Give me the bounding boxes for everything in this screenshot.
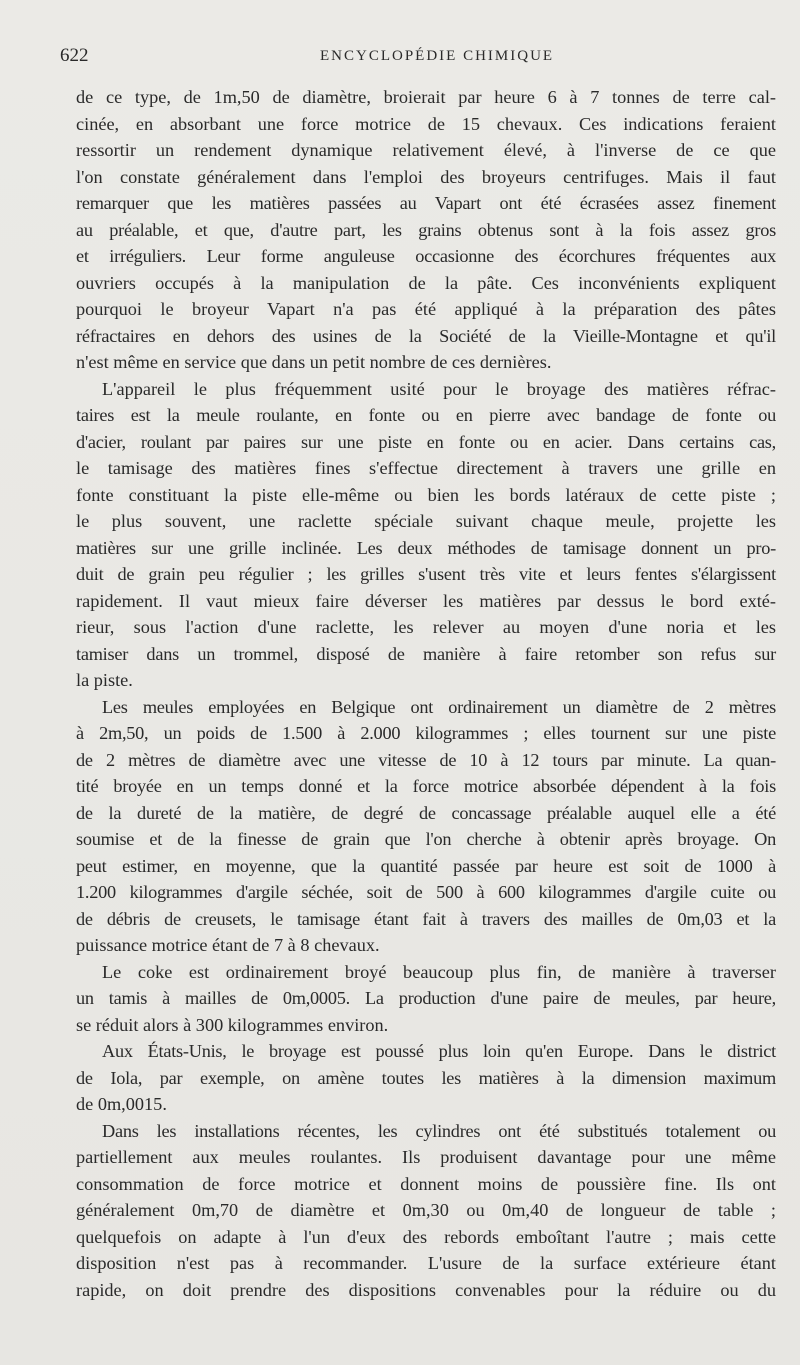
text-line: Aux États-Unis, le broyage est poussé plus loin qu'en Europe. Dans le district — [102, 1041, 776, 1061]
text-line: disposition n'est pas à recommander. L'usure de la surface extérieure étant — [76, 1253, 776, 1273]
text-line: tité broyée en un temps donné et la force motrice absorbée dépendent à la fois — [76, 776, 776, 796]
text-line: l'on constate généralement dans l'emploi des broyeurs centrifuges. Mais il faut — [76, 166, 776, 187]
text-line: matières sur une grille inclinée. Les deux méthodes de tamisage donnent un pro- — [76, 537, 776, 558]
text-line: de la dureté de la matière, de degré de concassage préalable auquel elle a été — [76, 802, 776, 823]
text-line: ouvriers occupés à la manipulation de la pâte. Ces inconvénients expliquent — [76, 272, 776, 293]
text-line: duit de grain peu régulier ; les grilles s'usent très vite et leurs fentes s'élargissent — [76, 564, 776, 584]
text-line: pourquoi le broyeur Vapart n'a pas été appliqué à la préparation des pâtes — [76, 299, 776, 319]
text-line: à 2m,50, un poids de 1.500 à 2.000 kilogrammes ; elles tournent sur une piste — [76, 723, 776, 743]
text-line: un tamis à mailles de 0m,0005. La production d'une paire de meules, par heure, — [76, 988, 776, 1008]
text-line: Les meules employées en Belgique ont ordinairement un diamètre de 2 mètres — [102, 696, 776, 717]
text-line: partiellement aux meules roulantes. Ils produisent davantage pour une même — [76, 1147, 776, 1167]
text-line: cinée, en absorbant une force motrice de 15 chevaux. Ces indications feraient — [76, 113, 776, 134]
text-line: le tamisage des matières fines s'effectue directement à travers une grille en — [76, 458, 776, 478]
text-line: le plus souvent, une raclette spéciale suivant chaque meule, projette les — [76, 511, 776, 531]
text-line: L'appareil le plus fréquemment usité pour le broyage des matières réfrac- — [102, 378, 776, 399]
page-header — [60, 45, 760, 67]
text-line: consommation de force motrice et donnent moins de poussière fine. Ils ont — [76, 1173, 776, 1194]
text-line: tamiser dans un trommel, disposé de manière à faire retomber son refus sur — [76, 643, 776, 664]
text-line: Dans les installations récentes, les cylindres ont été substitués totalement ou — [102, 1120, 776, 1141]
text-line: puissance motrice étant de 7 à 8 chevaux. — [76, 935, 380, 955]
text-line: la piste. — [76, 670, 133, 690]
text-line: rapidement. Il vaut mieux faire déverser les matières par dessus le bord exté- — [76, 590, 776, 611]
text-line: rieur, sous l'action d'une raclette, les relever au moyen d'une noria et les — [76, 617, 776, 637]
page-number: 622 — [60, 45, 89, 66]
text-line: et irréguliers. Leur forme anguleuse occasionne des écorchures fréquentes aux — [76, 246, 776, 266]
text-line: de Iola, par exemple, on amène toutes les matières à la dimension maximum — [76, 1067, 776, 1088]
text-line: généralement 0m,70 de diamètre et 0m,30 ou 0m,40 de longueur de table ; — [76, 1200, 776, 1220]
text-line: réfractaires en dehors des usines de la Société de la Vieille-Montagne et qu'il — [76, 325, 776, 346]
text-line: de ce type, de 1m,50 de diamètre, broierait par heure 6 à 7 tonnes de terre cal- — [76, 87, 776, 107]
text-line: remarquer que les matières passées au Vapart ont été écrasées assez finement — [76, 193, 776, 213]
text-line: taires est la meule roulante, en fonte ou en pierre avec bandage de fonte ou — [76, 405, 776, 425]
text-line: quelquefois on adapte à l'un d'eux des rebords emboîtant l'autre ; mais cette — [76, 1226, 776, 1247]
text-line: fonte constituant la piste elle-même ou bien les bords latéraux de cette piste ; — [76, 484, 776, 505]
text-line: peut estimer, en moyenne, que la quantité passée par heure est soit de 1000 à — [76, 855, 776, 876]
text-line: de débris de creusets, le tamisage étant fait à travers des mailles de 0m,03 et la — [76, 908, 776, 929]
text-line: au préalable, et que, d'autre part, les grains obtenus sont à la fois assez gros — [76, 219, 776, 240]
text-line: 1.200 kilogrammes d'argile séchée, soit de 500 à 600 kilogrammes d'argile cuite ou — [76, 882, 776, 902]
body-text — [76, 84, 776, 1303]
text-line: de 0m,0015. — [76, 1094, 167, 1114]
text-line: se réduit alors à 300 kilogrammes environ. — [76, 1014, 389, 1035]
text-line: soumise et de la finesse de grain que l'on cherche à obtenir après broyage. On — [76, 829, 776, 849]
text-line: d'acier, roulant par paires sur une piste en fonte ou en acier. Dans certains cas, — [76, 431, 776, 452]
running-title: ENCYCLOPÉDIE CHIMIQUE — [320, 48, 555, 64]
text-line: n'est même en service que dans un petit nombre de ces dernières. — [76, 352, 552, 372]
text-line: rapide, on doit prendre des dispositions convenables pour la réduire ou du — [76, 1279, 776, 1300]
text-line: Le coke est ordinairement broyé beaucoup plus fin, de manière à traverser — [102, 961, 776, 982]
text-line: de 2 mètres de diamètre avec une vitesse de 10 à 12 tours par minute. La quan- — [76, 749, 776, 770]
text-line: ressortir un rendement dynamique relativement élevé, à l'inverse de ce que — [76, 140, 776, 160]
